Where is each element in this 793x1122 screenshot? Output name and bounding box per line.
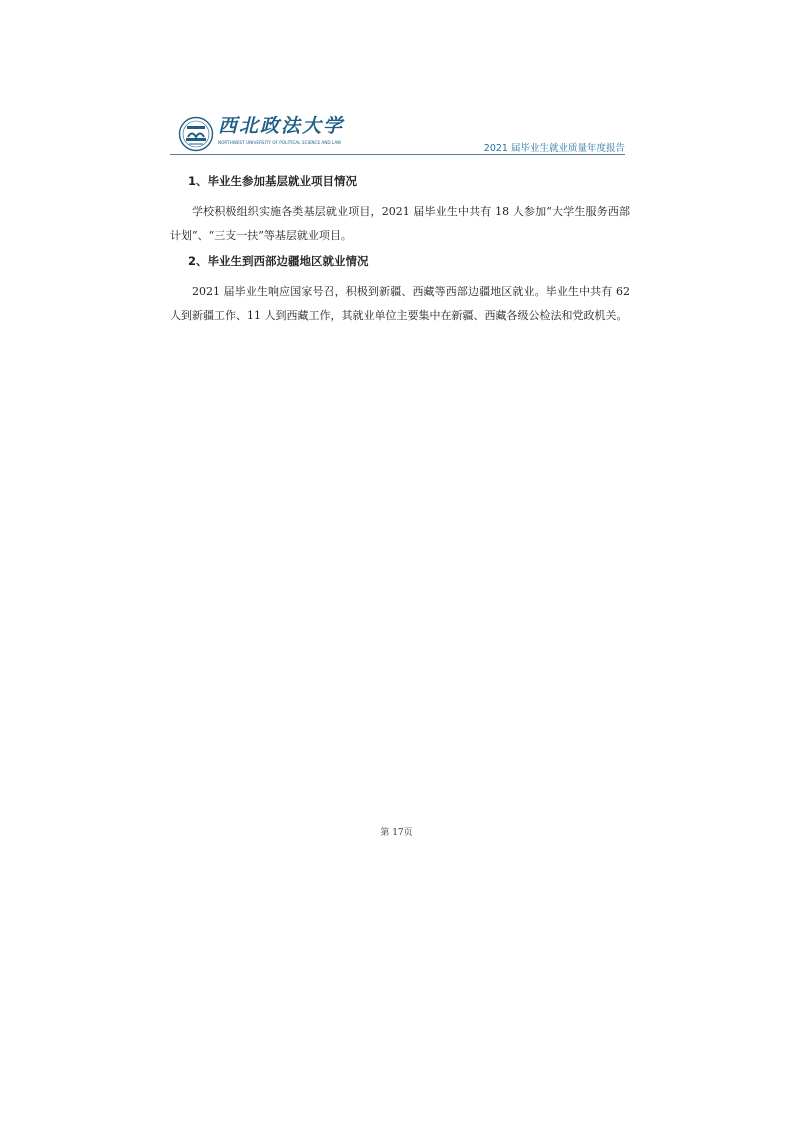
section-paragraph-2: 2021 届毕业生响应国家号召，积极到新疆、西藏等西部边疆地区就业。毕业生中共有 62 人到新疆工作、11 人到西藏工作，其就业单位主要集中在新疆、西藏各级公检法和党政机关。	[170, 285, 630, 322]
university-logo-english: NORTHWEST UNIVERSITY OF POLITICAL SCIENCE AND LAW	[218, 140, 342, 145]
header-divider	[170, 154, 625, 155]
main-content	[170, 172, 630, 332]
page-number: 第 17页	[380, 828, 413, 838]
university-emblem-icon	[178, 116, 214, 152]
university-logo-text: 西北政法大学	[218, 115, 345, 137]
section-heading-2: 2、毕业生到西部边疆地区就业情况	[188, 254, 369, 268]
page-header	[170, 112, 625, 156]
section-heading-1: 1、毕业生参加基层就业项目情况	[188, 174, 357, 188]
report-title: 2021 届毕业生就业质量年度报告	[483, 143, 625, 154]
section-paragraph-1: 学校积极组织实施各类基层就业项目，2021 届毕业生中共有 18 人参加“大学生服务西部计划”、“三支一扶”等基层就业项目。	[170, 205, 630, 242]
